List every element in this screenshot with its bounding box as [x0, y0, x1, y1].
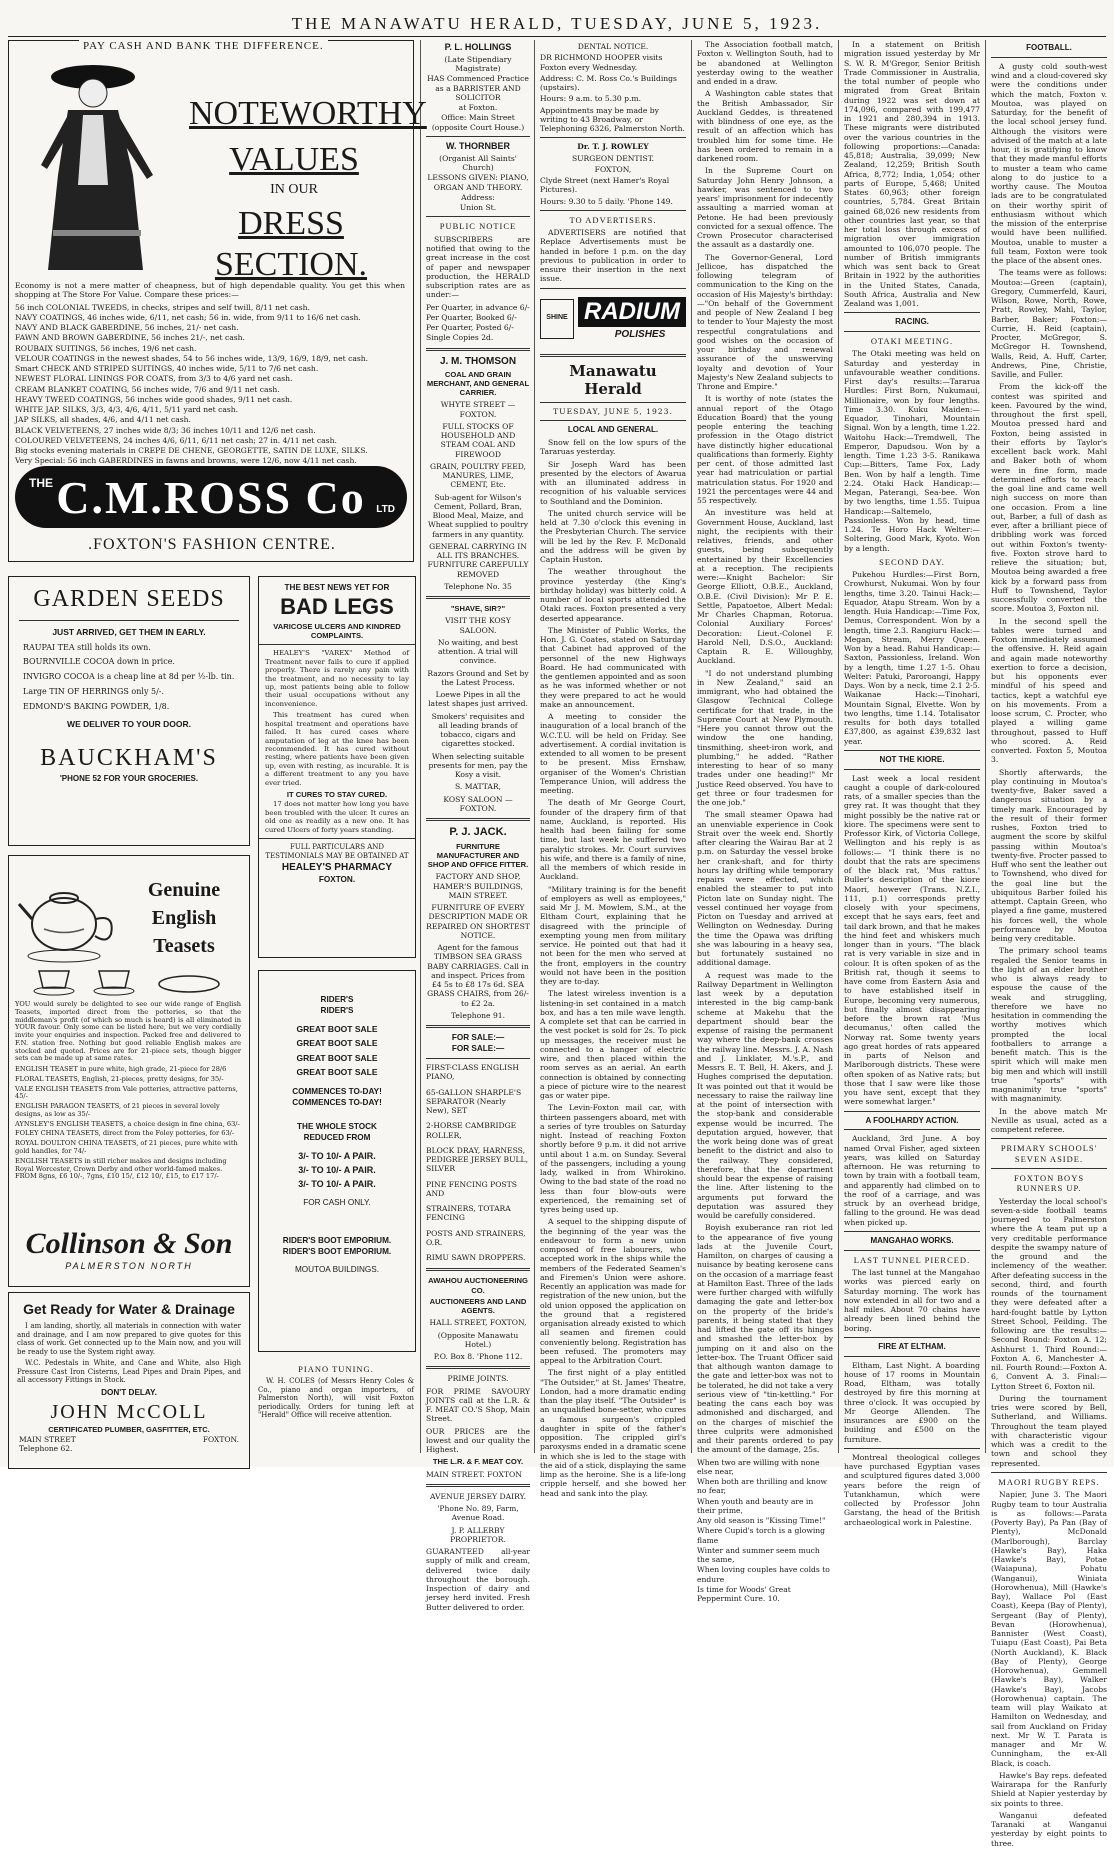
- meat-line: PRIME JOINTS.: [447, 1374, 509, 1384]
- rider-pair-line: 3/- TO 10/- A PAIR.: [298, 1179, 376, 1190]
- for-sale-item: BLOCK DRAY, HARNESS, PEDIGREE JERSEY BULL, SILVER: [426, 1145, 528, 1174]
- left-advert-column: [8, 40, 427, 1454]
- teaset-item: ENGLISH TEASET in pure white, high grade, 21-piece for 28/6: [15, 1065, 227, 1074]
- ross-tagline: .FOXTON'S FASHION CENTRE.: [88, 536, 336, 553]
- for-sale-list: [426, 1063, 530, 1262]
- thomson-advert: [426, 356, 530, 592]
- column-rule: [985, 40, 986, 1453]
- news-paragraph: An investiture was held at Government House, Auckland, last night, the recipients with their relatives, friends, and other guests, being subsequently entertained by their Excellencies at a reception. The recipients were:—Knight Bachelor: Sir George Elliott, O.B.E., Auckland, O.B.E. (Civil Division): Mr P. E. Settle, Papatoetoe, Albert Medal: Mr Charles Chapman, Rotorua. Colonial Auxiliary Forces' Decoration: Lieut.-Colonel F. Harold Nell, D.S.O., Auckland: Captain R. E. Willoughby, Auckland.: [697, 508, 833, 666]
- teasets-body: YOU would surely be delighted to see our wide range of English Teasets, imported direct from the potteries, so that the middleman's profit (of which so much is heard) is all eliminated in YOUR favour. Only some can be listed here, but we very cordially invite your enquiries and inspection. Packed free and delivered to F.N. station free. Nothing but good reliable English makes are stocked and quoted. Prices are for 21-piece sets, though bigger sets can be made up at same rates. ENGLISH TEASET in pure white, high grade, 21-piece for 28/6 FLORAL TEASETS, English, 21-pieces, pretty designs, for 35/- VALE ENGLISH TEASETS from Vale potteries, attractive patterns, 45/- ENGLISH PARAGON TEASETS, of 21 pieces in several lovely designs, as low as 35/- AYNSLEY'S ENGLISH TEASETS, a choice design in fine china, 63/- FOLEY CHINA TEASETS, direct from the Foley potteries, for 63/- ROYAL DOULTON CHINA TEASETS, of 21 pieces, pure white with gold handles, for 74/- ENGLISH TEASETS in still richer makes and designs including Royal Worcester, Crown Derby and other world-famed makes. FROM 8gns, £6 10/-, 7gns, £10 15/, £12 10/, £15, to £17 17/-: [15, 1000, 241, 1181]
- rider-emporium-line: RIDER'S BOOT EMPORIUM.: [282, 1236, 392, 1246]
- awahou-line: AWAHOU AUCTIONEERING CO.: [428, 1276, 528, 1295]
- for-sale-item: FIRST-CLASS ENGLISH PIANO,: [426, 1063, 519, 1082]
- dental-line: Appointments may be made by writing to 43 Broadway, or Telephoning 6326, Palmerston North.: [540, 105, 685, 133]
- column-5: In a statement on British migration issued yesterday by Mr S. W. R. M'Gregor, Senior British Trade Commissioner in Australia, the total number of people who migrated from Great Britain during 1922 was set down at 174,096, compared with 199,477 in 1921 and 280,394 in 1913. These migrants were distributed over the various countries in the following proportions:—Canada: 45,818; Australia, 39,099; New Zealand, 12,259; British South Africa, 8,772; India, 1,054; other parts of Europe, 5,468; United States 60,963; other foreign countries, 5,784. Great Britain gained 68,026 new residents from other countries last year, so that her total loss through excess of migration over immigration amounted to 106,070 people. The number of British immigrants which was sent back to Great Britain in 1922 by the authorities in the United States, Canada, South Africa, Australia and New Zealand was 1,001. RACING. OTAKI MEETING. The Otaki meeting was held on Saturday and yesterday in unfavourable weather conditions. First day's results:—Tararua Hurdles: First Born, Nukumaui, Millionaire, won by four lengths. Time 3.30. Kuku Maiden:—Equador, Tinohari, Mountain Signal. Won by a length, time 1.22. Waitohu Hack:—Tremdwell, The Emperor, Dapudsou. Won by a length. Time 1.23 3-5. Ranikawa Cup:—Bitters, Tame Fox, Lady Ben. Won by half a length. Time 2.24. Otaki Hack Handicap:—Megan, Paterangi, Sea-bee. Won by two lengths, time 1.55. Tuipua Handicap:—Saltemelo, Passionless. Won by head, time 1.24. Te Horo Hack Welter:—Soltering, Good Mark, Kyoto. Won by a length. SECOND DAY. Pukehou Hurdles:—First Born, Crowhurst, Nukumai. Won by four lengths, time 3.20. Tainui Hack:—Equador, Atapu Stream. Won by a length. Huia Handicap:—Time Fox, Demus, Correspondent. Won by a length, time 2.3. Rangiuru Hack:—Megan, Stream, Merry Queen. Won by a head. Rahui Handicap:—Saxton, Passionless, Ireland. Won by a length, time 1.27 1-5. Ohau Welter: Patuki, Paroroangi, Happy Days. Won by a neck, time 2.1 2-5. Waikanae Hack:—Tinohari, Mountain Signal, Elvette. Won by two lengths, time 1.14. Totalisator results for both days totalled £37,800, as against £39,832 last year. NOT THE KIORE. Last week a local resident caught a couple of dark-coloured rats, of a smaller species than the grey rat. It was thought that they might possibly be the native rat or kiore. The specimens were sent to Professor Kirk, of Victoria College, Wellington and his reply is as follows:— "I think there is no doubt that the rats are specimens of the black rat, 'Mus rattus.' Buller's description of the kiore Maori, however (Trans. N.Z.I., 111, p.1) corresponds pretty closely with your specimens, except that he says ears, feet and tail dark brown, and that he makes the hind feet and whiskers much longer than in yours. "The black rat is very variable in size and in colour. It is often spoken of as the British rat, though it seems to have come from Eastern Asia and to have established itself in Europe, becoming very numerous, but finally almost disappearing before the brown rat 'Mus decumanus,' often called the Norway rat. Some twenty years ago great hordes of rats appeared in parts of Nelson and Marlborough districts. These were often spoken of as Native rats; but those that I saw were like those you have sent, except that they were somewhat larger." A FOOLHARDY ACTION. Auckland, 3rd June. A boy named Orval Fisher, aged sixteen years, was killed on Saturday afternoon. He was returning to town by train with a football team, and apparently had climbed on to the roof of a carriage, and was struck by an overhead bridge, falling to the ground. He was dead when picked up. MANGAHAO WORKS. LAST TUNNEL PIERCED. The last tunnel at the Mangahao works was pierced early on Saturday morning. The work has now extended in all for two and a half miles. About 70 chains have already been lined behind the boring. FIRE AT ELTHAM. Eltham, Last Night. A boarding house of 17 rooms in Mountain Road, Eltham, was totally destroyed by fire this morning at three o'clock. It was occupied by Mr George Allenden. The insurances are £900 on the building and £500 on the furniture. Montreal theological colleges have purchased Egyptian vases and sculptured figures dated 3,000 years before the reign of Tutankhamun, which were collected by Professor John Garstang, the head of the British archaeological work in Palestine.: [844, 40, 980, 1527]
- teaset-item: ENGLISH PARAGON TEASETS, of 21 pieces in several lovely designs, as low as 35/-: [15, 1102, 220, 1118]
- teaset-item: VALE ENGLISH TEASETS from Vale potteries, attractive patterns, 45/-: [15, 1084, 238, 1101]
- news-paragraph: A sequel to the shipping dispute of the beginning of the year was the endeavour to form a new union composed of free labourers, who accepted work in the ships while the members of the Federated Seamen's and Firemen's Union were ashore. Recently an application was made for registration of the new union, but the old union opposed the application on the ground that a registered organisation already existed to which all seamen and firemen could conveniently belong. Registration has been refused. The promoters may appeal to the Arbitration Court.: [540, 1217, 686, 1366]
- garden-line: Large TIN OF HERRINGS only 5/-.: [23, 686, 165, 696]
- thornber-notice: [426, 141, 530, 212]
- thornber-line: LESSONS GIVEN: PIANO, ORGAN AND THEORY.: [427, 173, 529, 192]
- ross-item: BLACK VELVETEENS, 27 inches wide 8/3; 36 inches 10/11 and 12/6 net cash.: [15, 425, 316, 435]
- shave-line: Loewe Pipes in all the latest shapes just arrived.: [428, 690, 528, 709]
- garden-line: BOURNVILLE COCOA down in price.: [23, 657, 175, 667]
- rider-sale-line: GREAT BOOT SALE: [296, 1024, 378, 1034]
- news-paragraph: When both are thrilling and know no fear,: [697, 1477, 828, 1496]
- kosy-saloon-advert: [426, 604, 530, 813]
- ross-headline-2: VALUES: [229, 141, 359, 178]
- ross-items: [15, 303, 405, 466]
- news-paragraph: A Washington cable states that the British Ambassador, Sir Auckland Geddes, is threatened with blindness of one eye, as the result of an affection which has troubled him for some time. He has been ordered to remain in a darkened room.: [697, 89, 833, 163]
- rowley-notice: [540, 142, 686, 206]
- ross-item: Very Special: 56 inch GABERDINES in fawns and browns, were 12/6, now 4/11 net cash.: [15, 456, 357, 466]
- news-paragraph: When loving couples have colds to endure: [697, 1565, 830, 1584]
- ross-item: JAP SILKS, all shades, 4/6, and 4/11 net cash.: [15, 415, 191, 425]
- hollings-line: Office: Main Street (opposite Court House.): [431, 113, 525, 132]
- news-paragraph: Any old season is "Kissing Time!": [697, 1516, 826, 1525]
- rowley-line: SURGEON DENTIST.: [571, 153, 655, 163]
- ross-headline-1: NOTEWORTHY: [189, 95, 427, 132]
- column-rule: [534, 40, 535, 1453]
- mccoll-advert: Get Ready for Water & Drainage I am landing, shortly, all materials in connection with water and drainage, and I am now prepared to give quotes for this class of work. Get connected up to the Main now, and you will be ready to use the System right away. W.C. Pedestals in White, and Cane and White, also High Pressure Cast Iron Cisterns, Lead Pipes and Drain Pipes, and all accessory Fittings in Stock. DON'T DELAY. JOHN McCOLL CERTIFICATED PLUMBER, GASFITTER, ETC. MAIN STREET FOXTON. Telephone 62.: [8, 1292, 250, 1469]
- news-paragraph: Is time for Woods' Great Peppermint Cure. 10.: [697, 1584, 791, 1603]
- rider-sale-lines: [259, 1024, 415, 1077]
- dental-line: DENTAL NOTICE.: [577, 42, 649, 51]
- shave-line: When selecting suitable presents for men, pay the Kosy a visit.: [428, 751, 528, 780]
- news-paragraph: Where Cupid's torch is a glowing flame: [697, 1526, 826, 1545]
- dairy-line: J. P. ALLERBY PROPRIETOR.: [450, 1525, 506, 1544]
- hollings-line: (Late Stipendiary Magistrate): [444, 54, 512, 74]
- dairy-advert: [426, 1492, 530, 1612]
- for-sale-item: PINE FENCING POSTS AND: [426, 1179, 517, 1198]
- dairy-line: GUARANTEED all-year supply of milk and cream, delivered twice daily throughout the borough. Inspection of dairy and jersey herd invited. Fresh Butter delivered to order.: [426, 1547, 530, 1612]
- herald-nameplate: Manawatu Herald: [569, 361, 657, 398]
- teaset-item: FOLEY CHINA TEASETS, direct from the Foley potteries, for 63/-: [15, 1129, 235, 1138]
- news-paragraph: The small steamer Opawa had an unenviable experience in Cook Strait over the week end. Shortly after clearing the Wairau Bar at 2 p.m. on Saturday the vessel broke her crank-shaft, and for thirty hours lay drifting while temporary repairs were effected, which enabled the steamer to put into Picton late on Sunday night. The vessel continued her voyage from Picton on Tuesday and arrived at Wellington on Wednesday. During the time the Opawa was drifting she was labouring in a heavy sea, but fortunately sustained no additional damage.: [697, 810, 833, 968]
- news-paragraph: The Association football match, Foxton v. Wellington South, had to be abandoned at Wellington yesterday owing to the weather and ended in a draw.: [697, 40, 833, 86]
- news-paragraph: A request was made to the Railway Department in Wellington last week by a deputation interested in the big camp-bank scheme at Makehu that the department should bear the expense of raising the permanent way where the deep-bank crosses the railway line. Messrs. J. A. Nash and J. Linklater, M.'s.P., and Messrs E. T. Bell, H. Akers, and J. Hughes comprised the deputation. It was pointed out that it would be necessary to raise the railway line at the point of intersection with the stop-bank and considerable expense would be incurred. The deputation argued, however, that the work being done was of great benefit to the district and also to the railway. They considered, therefore, that the department should bear the expense of raising the line. After listening to the arguments put forward the deputation was assured they would be carefully considered.: [697, 970, 833, 1220]
- thornber-line: Union St.: [459, 203, 497, 213]
- teaset-item: AYNSLEY'S ENGLISH TEASETS, a choice design in fine china, 63/-: [15, 1119, 240, 1128]
- meat-co-advert: [426, 1374, 530, 1479]
- ross-item: ROUBAIX SUITINGS, 56 inches, 19/6 net cash.: [15, 343, 197, 353]
- jack-line: FURNITURE MANUFACTURER AND SHOP AND OFFICE FITTER.: [427, 841, 529, 870]
- riders-advert: RIDER'S RIDER'S GREAT BOOT SALE GREAT BOOT SALE GREAT BOOT SALE GREAT BOOT SALE COMMENCES TO-DAY! COMMENCES TO-DAY! THE WHOLE STOCK REDUCED FROM 3/- TO 10/- A PAIR. 3/- TO 10/- A PAIR. 3/- TO 10/- A PAIR. FOR CASH ONLY. RIDER'S BOOT EMPORIUM. RIDER'S BOOT EMPORIUM. MOUTOA BUILDINGS.: [258, 970, 416, 1352]
- ross-item: COLOURED VELVETEENS, 24 inches 4/6, 6/11, 6/11 net cash; 27 in. 4/11 net cash.: [15, 435, 337, 445]
- piano-tuning-notice: PIANO TUNING. W. H. COLES (of Messrs Henry Coles & Co., piano and organ importers, of Palmerston North), will visit Foxton periodically. Orders for tuning left at "Herald" Office will receive attention.: [258, 1364, 414, 1420]
- rowley-line: Hours: 9.30 to 5 daily. 'Phone 149.: [540, 196, 673, 206]
- dental-line: DR RICHMOND HOOPER visits Foxton every Wednesday.: [540, 53, 663, 72]
- jack-line: P. J. JACK.: [449, 826, 507, 839]
- awahou-line: P.O. Box 8. 'Phone 112.: [433, 1352, 523, 1362]
- ross-advert: [8, 40, 427, 562]
- hollings-line: HAS Commenced Practice as a BARRISTER AND SOLICITOR: [427, 74, 529, 102]
- masthead: THE MANAWATU HERALD, TUESDAY, JUNE 5, 1923.: [291, 14, 823, 33]
- ross-headline-3: IN OUR: [270, 182, 318, 197]
- shave-line: No waiting, and best attention. A trial will convince.: [437, 637, 519, 666]
- subscription-rates: [426, 303, 530, 343]
- jack-line: FURNITURE OF EVERY DESCRIPTION MADE OR REPAIRED ON SHORTEST NOTICE.: [426, 903, 530, 940]
- column-2: P. L. HOLLINGS (Late Stipendiary Magistrate) HAS Commenced Practice as a BARRISTER AND SOLICITOR at Foxton. Office: Main Street (opposite Court House.) W. THORNBER (Organist All Saints' Church) LESSONS GIVEN: PIANO, ORGAN AND THEORY. Address: Union St. PUBLIC NOTICE SUBSCRIBERS are notified that owing to the great increase in the cost of paper and newspaper production, the HERALD subscription rates are as under:— Per Quarter, in advance 6/- Per Quarter, Booked 6/- Per Quarter, Posted 6/- Single Copies 2d. J. M. THOMSON COAL AND GRAIN MERCHANT, AND GENERAL CARRIER. WHYTE STREET — FOXTON. FULL STOCKS OF HOUSEHOLD AND STEAM COAL AND FIREWOOD GRAIN, POULTRY FEED, MANURES, LIME, CEMENT, Etc. Sub-agent for Wilson's Cement, Pollard, Bran, Blood Meal, Maize, and Wheat supplied to poultry farmers in any quantity. GENERAL CARRYING IN ALL ITS BRANCHES. FURNITURE CAREFULLY REMOVED Telephone No. 35 "SHAVE, SIR?" VISIT THE KOSY SALOON. No waiting, and best attention. A trial will convince. Razors Ground and Set by the Latest Process. Loewe Pipes in all the latest shapes just arrived. Smokers' requisites and all leading brands of tobacco, cigars and cigarettes stocked. When selecting suitable presents for men, pay the Kosy a visit. S. MATTAR, KOSY SALOON — FOXTON. P. J. JACK. FURNITURE MANUFACTURER AND SHOP AND OFFICE FITTER. FACTORY AND SHOP, HAMER'S BUILDINGS, MAIN STREET. FURNITURE OF EVERY DESCRIPTION MADE OR REPAIRED ON SHORTEST NOTICE. Agent for the famous TIMBSON SEA GRASS BABY CARRIAGES. Call in and inspect. Prices from £4 5s to £8 17s 6d. SEA GRASS CHAIRS, from 26/- to £2 2a. Telephone 91. FOR SALE:— FOR SALE:— FIRST-CLASS ENGLISH PIANO, 65-GALLON SHARPLE'S SEPARATOR (Nearly New), SET 2-HORSE CAMBRIDGE ROLLER, BLOCK DRAY, HARNESS, PEDIGREE JERSEY BULL, SILVER PINE FENCING POSTS AND STRAINERS, TOTARA FENCING POSTS AND STRAINERS, O.R. RIMU SAWN DROPPERS. AWAHOU AUCTIONEERING CO. AUCTIONEERS AND LAND AGENTS. HALL STREET, FOXTON, (Opposite Manawatu Hotel.) P.O. Box 8. 'Phone 112. PRIME JOINTS. FOR PRIME SAVOURY JOINTS call at the L.R. & F. MEAT CO.'S Shop, Main Street. OUR PRICES are the lowest and our quality the Highest. THE L.R. & F. MEAT COY. MAIN STREET. FOXTON AVENUE JERSEY DAIRY. 'Phone No. 89, Farm, Avenue Road. J. P. ALLERBY PROPRIETOR. GUARANTEED all-year supply of milk and cream, delivered twice daily throughout the borough. Inspection of dairy and jersey herd invited. Fresh Butter delivered to order.: [426, 42, 530, 1612]
- dairy-line: AVENUE JERSEY DAIRY.: [429, 1491, 527, 1501]
- garden-line: RAUPAI TEA still holds its own.: [23, 642, 151, 652]
- awahou-advert: [426, 1276, 530, 1361]
- teaset-items: [15, 1066, 241, 1181]
- rider-commences-line: COMMENCES TO-DAY!: [292, 1098, 382, 1108]
- garden-title: GARDEN SEEDS: [33, 586, 225, 612]
- thornber-line: (Organist All Saints' Church): [439, 153, 517, 173]
- news-paragraph: When two are willing with none else near,: [697, 1457, 820, 1476]
- rider-sale-line: GREAT BOOT SALE: [296, 1067, 378, 1078]
- rowley-line: FOXTON,: [594, 164, 632, 174]
- for-sale-item: 65-GALLON SHARPLE'S SEPARATOR (Nearly New), SET: [426, 1087, 522, 1116]
- teasets-advert: Genuine English Teasets YOU would surely be delighted to see our wide range of English Teasets, imported direct from the potteries, so that the middleman's profit (of which so much is heard) is all eliminated in YOUR favour. Only some can be listed here, but we very cordially invite your enquiries and inspection. Packed free and delivered to F.N. station free. Nothing but good reliable English makes are stocked and quoted. Prices are for 21-piece sets, though bigger sets can be made up at same rates. ENGLISH TEASET in pure white, high grade, 21-piece for 28/6 FLORAL TEASETS, English, 21-pieces, pretty designs, for 35/- VALE ENGLISH TEASETS from Vale potteries, attractive patterns, 45/- ENGLISH PARAGON TEASETS, of 21 pieces in several lovely designs, as low as 35/- AYNSLEY'S ENGLISH TEASETS, a choice design in fine china, 63/- FOLEY CHINA TEASETS, direct from the Foley potteries, for 63/- ROYAL DOULTON CHINA TEASETS, of 21 pieces, pure white with gold handles, for 74/- ENGLISH TEASETS in still richer makes and designs including Royal Worcester, Crown Derby and other world-famed makes. FROM 8gns, £6 10/-, 7gns, £10 15/, £12 10/, £15, to £17 17/- Collinson & Son PALMERSTON NORTH: [8, 855, 250, 1287]
- ross-item: 56 inch COLONIAL TWEEDS, in checks, stripes and self twill, 8/11 net cash.: [15, 302, 310, 312]
- thomson-line: Telephone No. 35: [444, 581, 512, 591]
- rate-line: Per Quarter, Booked 6/-: [426, 312, 517, 322]
- rowley-line: Dr. T. J. ROWLEY: [577, 142, 649, 152]
- for-sale-item: RIMU SAWN DROPPERS.: [426, 1253, 526, 1263]
- teaset-item: FLORAL TEASETS, English, 21-pieces, pretty designs, for 35/-: [15, 1074, 224, 1083]
- local-and-general-text: [540, 438, 686, 1498]
- ross-item: HEAVY TWEED COATINGS, 56 inches wide good shades, 9/11 net cash.: [15, 394, 293, 404]
- news-paragraph: The Minister of Public Works, the Hon. J. G. Coates, stated on Saturday that Cabinet had approved of the personnel of the new Highways Board. He had communicated with the gentlemen appointed and as soon as he was informed whether or not they were prepared to act he would make an announcement.: [540, 625, 686, 709]
- jack-line: Agent for the famous TIMBSON SEA GRASS BABY CARRIAGES. Call in and inspect. Prices from £4 5s to £8 17s 6d. SEA GRASS CHAIRS, from 26/- to £2 2a.: [427, 943, 529, 1008]
- hollings-notice: [426, 42, 530, 132]
- teacups-illustration: [29, 966, 229, 996]
- radium-logo: RADIUM: [578, 297, 686, 327]
- ross-item: NAVY AND BLACK GABERDINE, 56 inches, 21/- net cash.: [15, 323, 239, 332]
- column-4: [697, 40, 833, 1604]
- news-paragraph: Sir Joseph Ward has been presented by the electors of Awarua with an illuminated address in recognition of his valuable services to Southland and the Dominion.: [540, 459, 686, 506]
- rider-sale-line: GREAT BOOT SALE: [296, 1052, 378, 1063]
- teaset-item: ENGLISH TEASETS in still richer makes and designs including Royal Worcester, Crown Derby and other world-famed makes. FROM 8gns, £6 10/-, 7gns, £10 15/, £12 10/, £15, to £17 17/-: [15, 1156, 227, 1181]
- jack-line: FACTORY AND SHOP, HAMER'S BUILDINGS, MAIN STREET.: [432, 872, 523, 900]
- rate-line: Per Quarter, Posted 6/-: [426, 323, 514, 333]
- column-rule: [838, 40, 839, 1453]
- news-paragraph: It is worthy of note (states the annual report of the Otago Education Board) that the young people entering the teaching profession in the Otago district have distinctly higher educational qualifications than formerly. Eighty per cent. of those admitted last year had matriculation or partial matriculation status. For 1920 and 1921 the percentages were 44 and 55 respectively.: [697, 394, 833, 505]
- for-sale-item: STRAINERS, TOTARA FENCING: [426, 1204, 511, 1223]
- mccoll-title: Get Ready for Water & Drainage: [23, 1301, 235, 1317]
- news-paragraph: The weather throughout the province yesterday (the King's birthday holiday) was bitterly cold. A number of local sports attended the Otaki races. Foxton presented a very deserted appearance.: [540, 567, 686, 623]
- awahou-line: (Opposite Manawatu Hotel.): [437, 1330, 519, 1349]
- rider-sale-line: GREAT BOOT SALE: [296, 1038, 378, 1049]
- rider-commences-line: COMMENCES TO-DAY!: [292, 1087, 382, 1097]
- garden-line: EDMOND'S BAKING POWDER, 1/8.: [23, 701, 170, 711]
- thornber-line: Address:: [461, 192, 495, 202]
- dental-notice: [540, 42, 686, 133]
- meat-line: OUR PRICES are the lowest and our quality the Highest.: [426, 1426, 530, 1455]
- ross-item: NAVY COATINGS, 46 inches wide, 6/11, net cash; 56 in. wide, from 9/11 to 16/6 net cash.: [15, 312, 361, 322]
- thomson-line: J. M. THOMSON: [439, 355, 517, 367]
- rider-pair-line: 3/- TO 10/- A PAIR.: [298, 1165, 376, 1176]
- radium-polish-advert: SHINE RADIUM POLISHES: [540, 293, 686, 349]
- bauckham-name: BAUCKHAM'S: [40, 744, 218, 771]
- awahou-line: AUCTIONEERS AND LAND AGENTS.: [429, 1296, 527, 1316]
- ross-headline-4: DRESS SECTION.: [214, 205, 368, 284]
- news-paragraph: The latest wireless invention is a listening-in set contained in a match box, and has a ten mile wave length. A complete set that can be carried in the vest pocket is sold for 2s. To pick up messages, the receiver must be connected to a hanger of electric wire, and then placed within the room serves as an aerial. An earth connection is obtained by connecting a piece of picture wire to the nearest gas or water pipe.: [540, 989, 686, 1101]
- for-sale-item: 2-HORSE CAMBRIDGE ROLLER,: [426, 1121, 517, 1140]
- shave-line: Razors Ground and Set by the Latest Process.: [427, 668, 529, 687]
- thomson-line: FULL STOCKS OF HOUSEHOLD AND STEAM COAL AND FIREWOOD: [440, 421, 516, 459]
- garden-seeds-advert: GARDEN SEEDS JUST ARRIVED, GET THEM IN EARLY. RAUPAI TEA still holds its own. BOURNVILLE COCOA down in price. INVIGRO COCOA is a cheap line at 8d per ½-lb. tin. Large TIN OF HERRINGS only 5/-. EDMOND'S BAKING POWDER, 1/8. WE DELIVER TO YOUR DOOR. BAUCKHAM'S 'PHONE 52 FOR YOUR GROCERIES.: [8, 576, 250, 846]
- bad-legs-advert: THE BEST NEWS YET FOR BAD LEGS VARICOSE ULCERS AND KINDRED COMPLAINTS. HEALEY'S "VAREX" Method of Treatment never fails to cure if applied properly. There is rarely any pain with the treatment, and no necessity to lay up, most patients being able to follow their usual occupations without any inconvenience. This treatment has cured when hospital treatment and operations have failed. It has cured cases where amputation of leg at the knee has been recommended. It has cured without resting, where patients have been given up, even with resting, as incurable. It is a different treatment to any you have ever tried. IT CURES TO STAY CURED. 17 does not matter how long you have been troubled with the ulcer. It cures an old one as readily as a new one. It has cured Ulcers of forty years standing. FULL PARTICULARS AND TESTIMONIALS MAY BE OBTAINED AT HEALEY'S PHARMACY FOXTON.: [258, 576, 416, 958]
- shave-line: "SHAVE, SIR?": [450, 604, 506, 614]
- masthead-rule: [8, 36, 1106, 37]
- news-paragraph: A meeting to consider the inauguration of a local branch of the W.C.T.U. will be held on Friday. See advertisement. A cordial invitation is extended to all women to be present to be present. Miss Ernshaw, organiser of the Women's Christian Temperance Union, will address the meeting.: [540, 712, 686, 796]
- dental-line: Hours: 9 a.m. to 5.30 p.m.: [540, 94, 642, 104]
- news-paragraph: The Levin-Foxton mail car, with thirteen passengers aboard, met with a series of tyre troubles on Saturday night. Instead of reaching Foxton shortly before 9 p.m. it did not arrive until about 1 a.m. on Sunday. Several of the passengers, including a young lady, walked in from Whirokino. Owing to the bad state of the road no less than four blow-outs were experienced, the remaining set of tyres being used up.: [540, 1103, 686, 1215]
- news-paragraph: In the Supreme Court on Saturday John Henry Johnson, a hawker, was sentenced to two years' imprisonment for indecently assaulting a married woman at Petone. He had been previously convicted for a sexual offence. The Crown Prosecutor characterised the assault as a dastardly one.: [697, 166, 833, 250]
- ross-item: Smart CHECK AND STRIPED SUITINGS, 40 inches wide, 5/11 to 7/6 net cash.: [15, 364, 319, 373]
- collinson-logo: Collinson & Son: [25, 1227, 233, 1260]
- shave-line: S. MATTAR,: [454, 782, 502, 792]
- shave-line: VISIT THE KOSY SALOON.: [445, 616, 511, 635]
- dental-line: Address: C. M. Ross Co.'s Buildings (upstairs).: [540, 73, 677, 92]
- column-4-text: [697, 40, 833, 1603]
- news-paragraph: "I do not understand plumbing in New Zealand," said an immigrant, who had obtained the Glasgow Technical College certificate for that trade, in the Supreme Court at New Plymouth. "Here you cannot throw out the window the one handing, tinsmithing, sheet-iron work, and plumbing," he added. "Rather interesting to hear of so many trades under one heading!" Mr Justice Reed observed. You have to get three or four tradesmen for the one job.": [697, 668, 833, 807]
- thomson-line: WHYTE STREET — FOXTON.: [440, 400, 516, 419]
- ross-logo: THE C.M.ROSS Co LTD: [15, 466, 407, 528]
- teapot-illustration: [19, 874, 119, 964]
- thomson-line: GRAIN, POULTRY FEED, MANURES, LIME, CEMENT, Etc.: [430, 461, 526, 490]
- bad-legs-title: BAD LEGS: [280, 594, 394, 619]
- ross-intro: Economy is not a mere matter of cheapness, but of high dependable quality. You get this when shopping at The Store For Value. Compare these prices:—: [15, 281, 405, 300]
- ross-price-list: [15, 281, 405, 467]
- meat-line: MAIN STREET. FOXTON: [426, 1469, 522, 1479]
- news-paragraph: The Governor-General, Lord Jellicoe, has dispatched the following telegram of communication to the King on the occasion of His Majesty's birthday:—"On behalf of the Government and people of New Zealand I beg to tender to Your Majesty the most respectful congratulations and good wishes on the occasion of your birthday and renewal assurance of the unswerving loyalty and devotion of Your Majesty's New Zealand subjects to Throne and Empire.": [697, 252, 833, 391]
- for-sale-item: POSTS AND STRAINERS, O.R.: [426, 1228, 526, 1247]
- meat-line: FOR PRIME SAVOURY JOINTS call at the L.R. & F. MEAT CO.'S Shop, Main Street.: [426, 1386, 530, 1424]
- hollings-line: P. L. HOLLINGS: [444, 42, 512, 52]
- news-paragraph: The death of Mr George Court, founder of the drapery firm of that name, Auckland, is reported. His health had been failing for some time, but last week he suffered two paralytic strokes. Mr. Court survives his wife, and there is a family of nine, all the members of which reside in Auckland.: [540, 798, 686, 882]
- meat-line: THE L.R. & F. MEAT COY.: [432, 1457, 524, 1467]
- thomson-line: Sub-agent for Wilson's Cement, Pollard, Bran, Blood Meal, Maize, and Wheat supplied to poultry farmers in any quantity.: [427, 492, 529, 539]
- thomson-line: COAL AND GRAIN MERCHANT, AND GENERAL CARRIER.: [426, 369, 530, 398]
- mccoll-name: JOHN McCOLL: [50, 1400, 208, 1423]
- ross-item: CREAM BLANKET COATING, 56 inches wide, 7/6 and 9/11 net cash.: [15, 384, 280, 394]
- shave-line: KOSY SALOON — FOXTON.: [443, 794, 513, 813]
- awahou-line: HALL STREET, FOXTON,: [429, 1318, 527, 1328]
- rowley-line: Clyde Street (next Hamer's Royal Pictures).: [540, 176, 670, 195]
- ross-item: Big stocks evening materials in CREPE DE CHENE, GEORGETTE, SATIN DE LUXE, SILKS.: [15, 446, 368, 455]
- news-paragraph: The united church service will be held at 7.30 o'clock this evening in the Presbyterian Church. The service will be led by the Rev. F. McDonald and the address will be given by Captain Huston.: [540, 508, 686, 565]
- thornber-line: W. THORNBER: [446, 140, 510, 151]
- news-paragraph: Winter and summer seem much the same,: [697, 1545, 820, 1564]
- ross-item: VELOUR COATINGS in the newest shades, 54 to 56 inches wide, 13/9, 16/9, 18/9, net cash.: [15, 353, 369, 363]
- garden-lines: [9, 643, 249, 712]
- dairy-line: 'Phone No. 89, Farm, Avenue Road.: [437, 1504, 519, 1523]
- column-rule: [420, 40, 421, 1453]
- jack-line: Telephone 91.: [450, 1010, 506, 1020]
- rate-line: Single Copies 2d.: [426, 333, 494, 343]
- shave-line: Smokers' requisites and all leading brands of tobacco, cigars and cigarettes stocked.: [431, 711, 525, 749]
- woman-dress-illustration: [23, 55, 183, 275]
- news-paragraph: Boyish exuberance ran riot led to the appearance of five young lads at the Juvenile Court, Hamilton, on charges of causing a nuisance by beating kerosene cans on the occasion of a marriage feast at Hamilton East. Three of the lads were further charged with wilfully damaging the gate and letter-box on the property of the bride's parents, it being stated that they had lifted the gate off its hinges and smashed the letter-box by jumping on it and also on the letter-box. The Truant Officer said that although wanton damage to the gate and letter-box was not to be tolerated, he did not take a very serious view of "tin-kettling." For beating the cans each boy was admonished and discharged, and on the charges of mischief the three culprits were admonished and their parents ordered to pay the amount of the damage, 25s.: [697, 1223, 833, 1455]
- thomson-line: GENERAL CARRYING IN ALL ITS BRANCHES. FURNITURE CAREFULLY REMOVED: [427, 541, 529, 579]
- hollings-line: at Foxton.: [458, 103, 498, 113]
- column-3: DENTAL NOTICE. DR RICHMOND HOOPER visits Foxton every Wednesday. Address: C. M. Ross Co.'s Buildings (upstairs). Hours: 9 a.m. to 5.30 p.m. Appointments may be made by writing to 43 Broadway, or Telephoning 6326, Palmerston North. Dr. T. J. ROWLEY SURGEON DENTIST. FOXTON, Clyde Street (next Hamer's Royal Pictures). Hours: 9.30 to 5 daily. 'Phone 149. TO ADVERTISERS. ADVERTISERS are notified that Replace Advertisements must be handed in before 1 p.m. on the day previous to publication in order to ensure their insertion in the next issue. SHINE RADIUM POLISHES Manawatu Herald TUESDAY, JUNE 5, 1923. LOCAL AND GENERAL. Snow fell on the low spurs of the Tararuas yesterday. Sir Joseph Ward has been presented by the electors of Awarua with an illuminated address in recognition of his valuable services to Southland and the Dominion. The united church service will be held at 7.30 o'clock this evening in the Presbyterian Church. The service will be led by the Rev. F. McDonald and the address will be given by Captain Huston. The weather throughout the province yesterday (the King's birthday holiday) was bitterly cold. A number of local sports attended the Otaki races. Foxton presented a very deserted appearance. The Minister of Public Works, the Hon. J. G. Coates, stated on Saturday that Cabinet had approved of the personnel of the new Highways Board. He had communicated with the gentlemen appointed and as soon as he was informed whether or not they were prepared to act he would make an announcement. A meeting to consider the inauguration of a local branch of the W.C.T.U. will be held on Friday. See advertisement. A cordial invitation is extended to all women to be present to be present. Miss Ernshaw, organiser of the Women's Christian Temperance Union, will address the meeting. The death of Mr George Court, founder of the drapery firm of that name, Auckland, is reported. His health had been failing for some time, but last week he suffered two paralytic strokes. Mr. Court survives his wife, and there is a family of nine, all the members of which reside in Auckland. "Military training is for the benefit of employers as well as employees," said Mr J. M. Mowlem, S.M., at the Eltham Court, explaining that he disagreed with the principle of exempting young men from military service. He pointed out that had it not been for the men who served at the front, employers in the country would not have been in the position they are to-day. The latest wireless invention is a listening-in set contained in a match box, and has a ten mile wave length. A complete set that can be carried in the vest pocket is sold for 2s. To pick up messages, the receiver must be connected to a hanger of electric wire, and then placed within the room serves as an aerial. An earth connection is obtained by connecting a piece of picture wire to the nearest gas or water pipe. The Levin-Foxton mail car, with thirteen passengers aboard, met with a series of tyre troubles on Saturday night. Instead of reaching Foxton shortly before 9 p.m. it did not arrive until about 1 a.m. on Sunday. Several of the passengers, including a young lady, walked in from Whirokino. Owing to the bad state of the road no less than four blow-outs were experienced, the remaining set of tyres being used up. A sequel to the shipping dispute of the beginning of the year was the endeavour to form a new union composed of free labourers, who accepted work in the ships while the members of the Federated Seamen's and Firemen's Union were ashore. Recently an application was made for registration of the new union, but the old union opposed the application on the ground that a registered organisation already existed to which all seamen and firemen could conveniently belong. Registration has been refused. The promoters may appeal to the Arbitration Court. The first night of a play entitled "The Outsider," at St. James' Theatre, London, had a more dramatic ending than the play itself. "The Outsider" is an unqualified bone-setter, who cures a famous surgeon's crippled daughter in spite of the father's opposition. The crippled girl's paroxysms ended in a dramatic scene in which she is led to the stage with the aid of a stick, displaying the same limp as the heroine. She is a life-long cripple herself, and she bowed her head and sank into the play.: [540, 42, 686, 1498]
- news-paragraph: Snow fell on the low spurs of the Tararuas yesterday.: [540, 438, 686, 457]
- ross-item: FAWN AND BROWN GABERDINE, 56 inches 21/-, net cash.: [15, 333, 245, 343]
- jack-advert: [426, 826, 530, 1020]
- teaset-item: ROYAL DOULTON CHINA TEASETS, of 21 pieces, pure white with gold handles, for 74/-: [15, 1139, 238, 1156]
- ross-top-banner: PAY CASH AND BANK THE DIFFERENCE.: [79, 40, 328, 53]
- column-rule: [691, 40, 692, 1453]
- news-paragraph: The first night of a play entitled "The Outsider," at St. James' Theatre, London, had a more dramatic ending than the play itself. "The Outsider" is an unqualified bone-setter, who cures a famous surgeon's crippled daughter in spite of the father's opposition. The crippled girl's paroxysms ended in a dramatic scene in which she is led to the stage with the aid of a stick, displaying the same limp as the heroine. She is a life-long cripple herself, and she bowed her head and sank into the play.: [540, 1368, 686, 1498]
- news-paragraph: "Military training is for the benefit of employers as well as employees," said Mr J. M. Mowlem, S.M., at the Eltham Court, explaining that he disagreed with the principle of exempting young men from military service. He pointed out that had it not been for the men who served at the front, employers in the country would not have been in the position they are to-day.: [540, 884, 686, 987]
- ross-item: WHITE JAP. SILKS, 3/3, 4/3, 4/6, 4/11, 5/11 yard net cash.: [15, 405, 239, 414]
- ross-logo-text: C.M.ROSS Co: [56, 472, 366, 523]
- healey-pharmacy: HEALEY'S PHARMACY: [281, 862, 393, 874]
- news-paragraph: When youth and beauty are in their prime,: [697, 1496, 814, 1515]
- rider-emporium-line: RIDER'S BOOT EMPORIUM.: [282, 1247, 392, 1257]
- rate-line: Per Quarter, in advance 6/-: [426, 302, 530, 312]
- rider-pair-line: 3/- TO 10/- A PAIR.: [298, 1151, 376, 1162]
- garden-line: INVIGRO COCOA is a cheap line at 8d per ½-lb. tin.: [23, 672, 235, 682]
- ross-item: NEWEST FLORAL LININGS FOR COATS, from 3/3 to 4/6 yard net cash.: [15, 374, 293, 384]
- column-6: FOOTBALL. A gusty cold south-west wind and a cloud-covered sky were the conditions under which the match, Foxton v. Moutoa, was played on Saturday, for the benefit of the local school jersey fund. Although the visitors were advised of the match at a late hour, it is gratifying to know that they made manful efforts to muster a team who came along to do justice to a worthy cause. The Moutoa lads are to be congratulated on their worthy spirit of enthusiasm without which the mission of the enterprise would have been nullified. Moutoa, unable to muster a full team, Foxton were took the place of the absent ones. The teams were as follows: Moutoa:—Green (captain), Gregory, Cummerfeld, Kauri, Wilson, Rowe, North, Rowe, Pratt, Rowley, Mahl, Taylor, Barber, Baker; Foxton:—Currie, H. Reid (captain), Procter, McGregor, S. McGregor H. Townshend, Walls, Reid, A. Huff, Carter, Andrews, Pine, Christie, Saville, and Fuller. From the kick-off the contest was spirited and keen. Favoured by the wind, throughout the first spell, Moutoa pressed hard and Foxton, being assisted in their efforts by Taylor's excellent back work. Mahl and Baker both of whom were in fine form, made determined efforts to reach the goal line and came well nigh success on more than one occasion. From a line out, Barber, a full of dash as ever, after a brilliant piece of dribbling work was forced out within Foxton's twenty-five. Foxton strove hard to relieve the situation; but, Moutoa being awarded a free kick by a forward pass from Huff to Townshend, Taylor successfully converted the score. Moutoa 3, Foxton nil. In the second spell the tables were turned and Foxton immediately assumed the offensive. H. Reid again and again made noteworthy exertion to force a decision, but his opponents ever mindful of his speed and tactics, kept a watchful eye on his movements. From a loose scrum, C. Procter, who played a willing game throughout, passed to Huff who scored. A. Reid converted. Foxton 5, Moutoa 3. Shortly afterwards, the play continuing in Moutoa's twenty-five, Baker saved a dangerous situation by a timely mark. Encouraged by the result of their former rushes, Foxton tried to augment the score by skilful passing within Moutoa's twenty-five. Procter passed to Huff who sent the leather out to Townshend, who dived for the goal line but the ubiquitous Barber foiled his attempt. Captain Green, who played a fine game, mustered his forces well, the whole performance by Moutoa being very creditable. The primary school teams regaled the Senior teams in the light of an elder brother who is always ready to espouse the cause of the weak and struggling, therefore we have no hesitation in commending the worthy motives which prompted the local footballers to arrange a benefit match. This is the spirit which will make men big men and which will instill true "sports" with magnanimity true "sports" with magnanimity. In the above match Mr Neville as usual, acted as a competent referee. PRIMARY SCHOOLS' SEVEN ASIDE. FOXTON BOYS RUNNERS UP. Yesterday the local school's seven-a-side football teams journeyed to Palmerston where the A team put up a very creditable performance despite the swampy nature of the ground and the inclemency of the weather. After defeating success in the second, third, and fourth rounds of the tournament they were defeated after a hard-fought battle by Lytton Street School, Feilding. The following are the results:— Second Round: Foxton A. 12; Ashhurst 1. Third Round:—Foxton A. 6, Manchester A. nil. Fourth Round:—Foxton A. 6, Convent A. 3. Final:—Lytton Street 6, Foxton nil. During the tournament tries were scored by Bell, Sutherland, and Williams. Throughout the team played with characteristic vigour which was a credit to the town and school they represented. MAORI RUGBY REPS. Napier, June 3. The Maori Rugby team to tour Australia is as follows:—Parata (Poverty Bay), Pa Pan (Bay of Plenty), McDonald (Marlborough), Barclay (Hawke's Bay), Haka (Hawke's Bay), Potae (Waiapuna), Pohatu (Wanganui), Winiata (Horowhenua), Mill (Hawke's Bay), Wallace Pol (East Coast), Keepa (Bay of Plenty), Sergeant (Bay of Plenty), Bevan (Horowhenua), Bannister (West Coast), Tuiapu (East Coast), Pai Beta (North Auckland), K. Black (Bay of Plenty), George (Horowhenua), Gemmell (Hawke's Bay), Walker (Hawke's Bay), Jacobs (Horowhenua) captain. The team will play Waikato at Hamilton on Wednesday, and sail from Auckland on Friday next. Mr W. T. Parata is manager and Mr W. Cunningham, the ex-All Black, is coach. Hawke's Bay reps. defeated Wairarapa for the Ranfurly Shield at Napier yesterday by six points to three. Wanganui defeated Taranaki at Wanganui yesterday by eight points to three.: [991, 43, 1107, 1848]
